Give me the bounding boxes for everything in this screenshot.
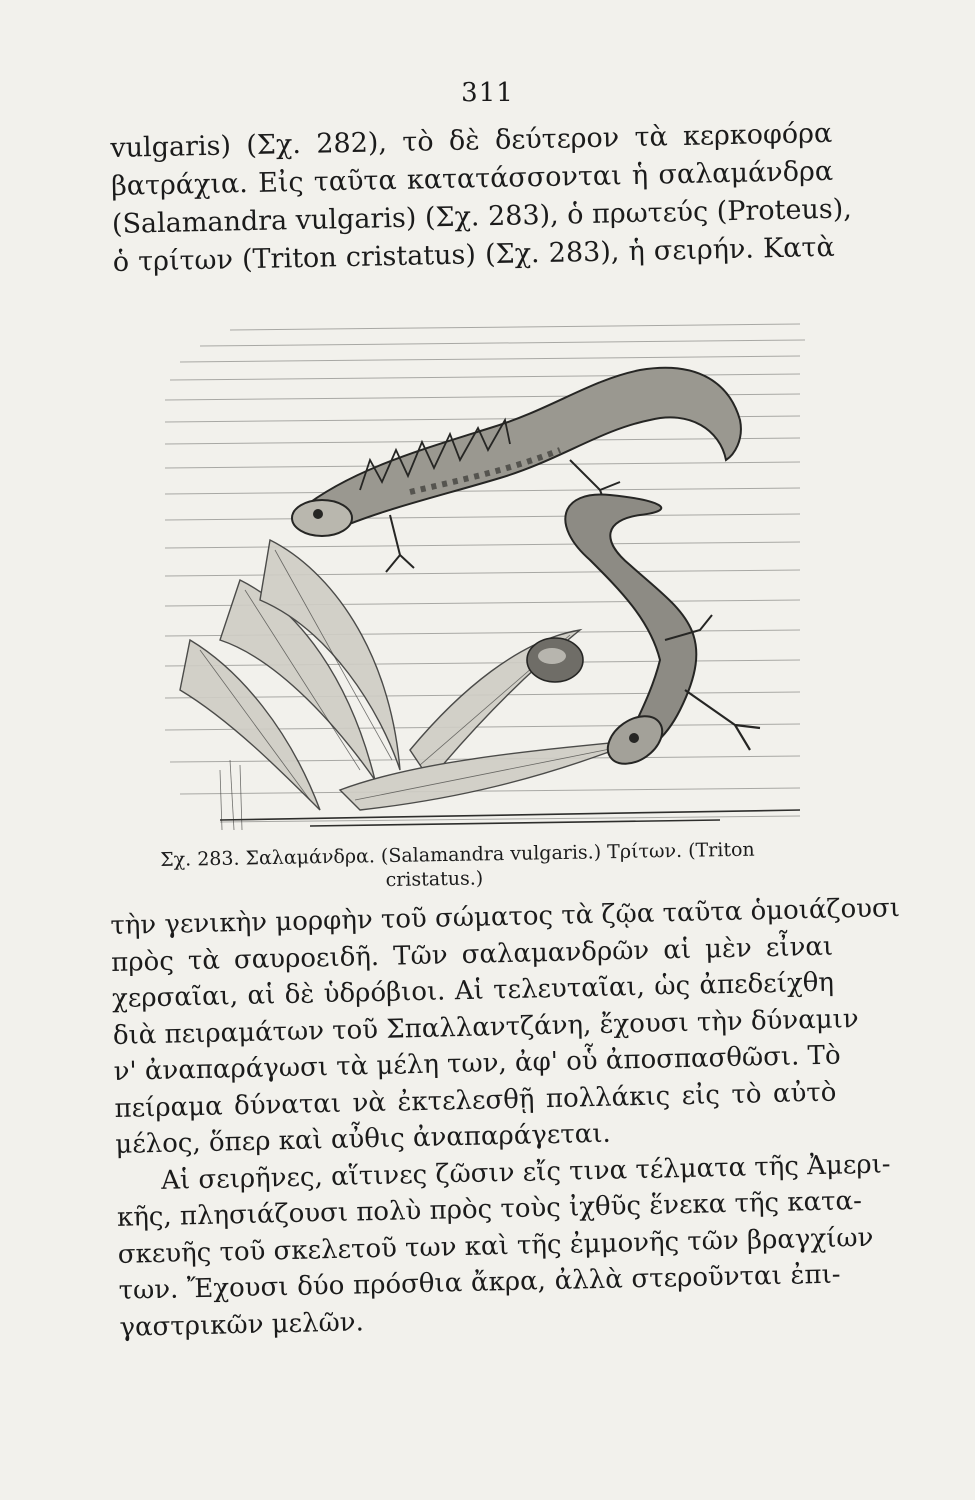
text-line: (Salamandra vulgaris) (Σχ. 283), ὁ πρωτεύς (Proteus), bbox=[111, 193, 853, 240]
text-line: σκευῆς τοῦ σκελετοῦ των καὶ τῆς ἐμμονῆς τῶν βραγχίων bbox=[117, 1222, 874, 1270]
top-paragraph bbox=[110, 115, 853, 282]
text-line: πρὸς τὰ σαυροειδῆ. Τῶν σαλαμανδρῶν αἱ μὲν εἶναι bbox=[110, 931, 834, 978]
body-paragraphs bbox=[110, 892, 901, 1346]
text-line: Αἱ σειρῆνες, αἵτινες ζῶσιν εἴς τινα τέλματα τῆς Ἀμερι- bbox=[160, 1148, 891, 1196]
page-number: 311 bbox=[461, 78, 514, 108]
text-line: μέλος, ὅπερ καὶ αὖθις ἀναπαράγεται. bbox=[115, 1118, 612, 1160]
text-line: κῆς, πλησιάζουσι πολὺ πρὸς τοὺς ἰχθῦς ἕνεκα τῆς κατα- bbox=[116, 1186, 863, 1233]
salamander-triton-engraving bbox=[160, 310, 810, 850]
text-line: τὴν γενικὴν μορφὴν τοῦ σώματος τὰ ζῷα ταῦτα ὁμοιάζουσι bbox=[110, 893, 901, 941]
text-line: γαστρικῶν μελῶν. bbox=[119, 1306, 365, 1343]
caption-line: cristatus.) bbox=[385, 867, 484, 892]
text-line: βατράχια. Εἰς ταῦτα κατατάσσονται ἡ σαλαμάνδρα bbox=[110, 155, 834, 202]
text-line: πείραμα δύναται νὰ ἐκτελεσθῇ πολλάκις εἰς τὸ αὐτὸ bbox=[114, 1077, 837, 1124]
text-line: ν' ἀναπαράγωσι τὰ μέλη των, ἀφ' οὗ ἀποσπασθῶσι. Τὸ bbox=[113, 1040, 841, 1087]
text-line: των. Ἔχουσι δύο πρόσθια ἄκρα, ἀλλὰ στεροῦνται ἐπι- bbox=[118, 1259, 841, 1306]
text-line: διὰ πειραμάτων τοῦ Σπαλλαντζάνη, ἔχουσι τὴν δύναμιν bbox=[112, 1003, 859, 1051]
text-line: vulgaris) (Σχ. 282), τὸ δὲ δεύτερον τὰ κερκοφόρα bbox=[110, 117, 833, 164]
text-line: χερσαῖαι, αἱ δὲ ὑδρόβιοι. Αἱ τελευταῖαι, ὡς ἀπεδείχθη bbox=[111, 967, 835, 1014]
text-line: ὁ τρίτων (Triton cristatus) (Σχ. 283), ἡ σειρήν. Κατὰ bbox=[112, 231, 835, 278]
caption-line: Σχ. 283. Σαλαμάνδρα. (Salamandra vulgaris.) Τρίτων. (Triton bbox=[160, 838, 755, 871]
figure-caption bbox=[160, 836, 821, 896]
